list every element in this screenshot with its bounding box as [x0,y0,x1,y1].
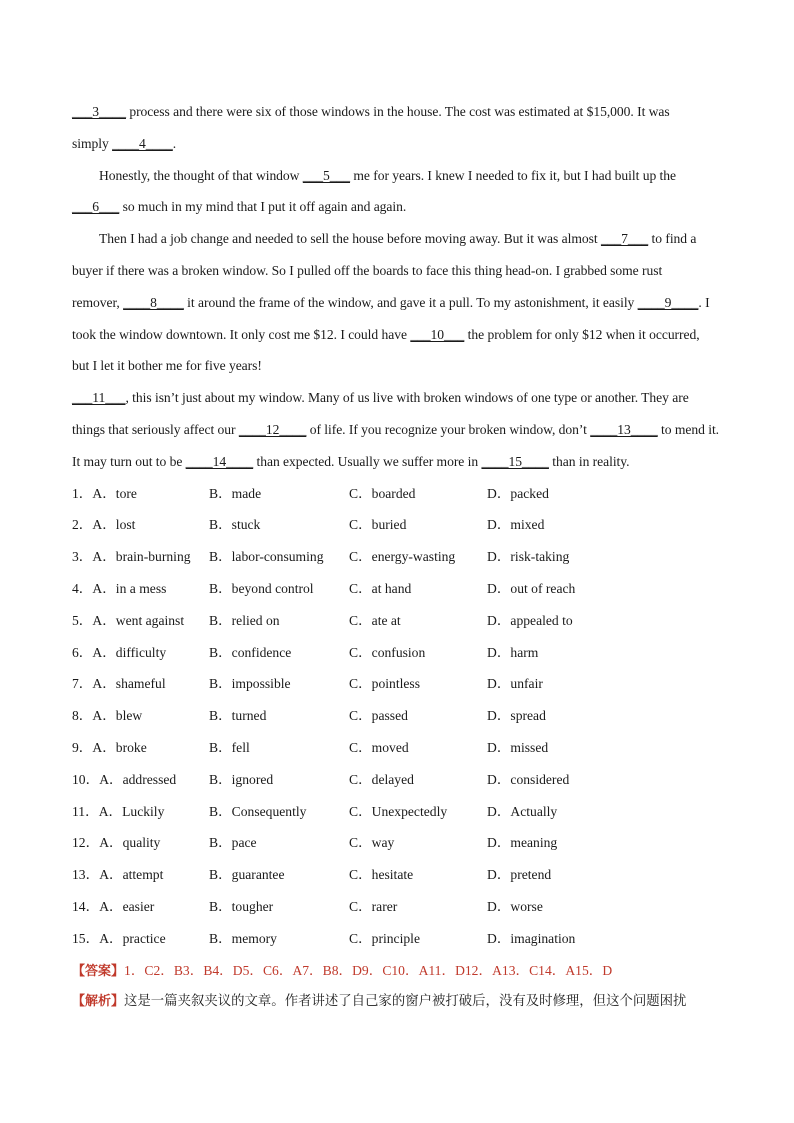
option-b: B．stuck [209,517,261,533]
option-d: D．Actually [487,803,558,819]
option-a: 10．A．addressed [72,771,177,787]
passage-text: simply [72,135,113,151]
option-c: C．at hand [349,580,412,596]
option-b: B．fell [209,739,250,755]
option-a: 8．A．blew [72,708,143,724]
option-b: B．pace [209,835,257,851]
option-b: B．beyond control [209,580,314,596]
passage-line [72,160,732,192]
option-d: D．mixed [487,517,545,533]
option-c: C．way [349,835,395,851]
question-row [72,637,732,669]
analysis [72,986,732,1018]
passage-line [72,319,732,351]
question-number: 10． [72,771,100,787]
passage-text: took the window downtown. It only cost me $12. I could have [72,326,411,342]
passage-text: . [172,135,177,151]
question-row [72,859,732,891]
option-b: B．guarantee [209,867,285,883]
option-c: C．confusion [349,644,426,660]
blank-15: ____15____ [481,453,549,469]
option-d: D．considered [487,771,570,787]
passage-text: it around the frame of the window, and gave it a pull. To my astonishment, it easily [183,294,638,310]
option-d: D．out of reach [487,580,576,596]
passage-text: so much in my mind that I put it off again and again. [119,199,407,215]
option-d: D．missed [487,739,549,755]
passage-line [72,382,732,414]
question-number: 1． [72,485,93,501]
document-page [72,96,732,1018]
blank-10: ___10___ [410,326,465,342]
question-row [72,541,732,573]
option-b: B．Consequently [209,803,307,819]
blank-8: ____8____ [123,294,184,310]
passage-text: than in reality. [548,453,630,469]
blank-11: ___11___ [72,390,126,406]
question-row [72,700,732,732]
option-b: B．confidence [209,644,292,660]
option-c: C．boarded [349,485,416,501]
passage-text: Honestly, the thought of that window [99,167,303,183]
blank-4: ____4____ [112,135,173,151]
passage-text: of life. If you recognize your broken window, don’t [306,421,591,437]
passage-text: but I let it bother me for five years! [72,358,262,374]
blank-7: ___7___ [600,231,649,247]
question-row [72,764,732,796]
analysis-label: 【解析】 [72,994,125,1010]
question-list [72,478,732,955]
option-c: C．energy-wasting [349,549,456,565]
option-b: B．impossible [209,676,291,692]
question-row [72,732,732,764]
passage-text: things that seriously affect our [72,421,239,437]
passage-text: remover, [72,294,124,310]
question-number: 4． [72,580,93,596]
question-number: 11． [72,803,99,819]
option-d: D．spread [487,708,546,724]
question-row [72,573,732,605]
option-a: 2．A．lost [72,517,136,533]
passage-text: than expected. Usually we suffer more in [253,453,482,469]
passage-text: the problem for only $12 when it occurred, [464,326,700,342]
answer-key [72,955,732,987]
passage-text: It may turn out to be [72,453,186,469]
passage-line [72,96,732,128]
blank-9: ____9____ [637,294,699,310]
option-a: 7．A．shameful [72,676,166,692]
question-row [72,796,732,828]
question-number: 13． [72,867,100,883]
passage-text: to mend it. [657,421,720,437]
option-c: C．delayed [349,771,414,787]
passage-line [72,191,732,223]
option-a: 1．A．tore [72,485,137,501]
option-d: D．packed [487,485,549,501]
blank-13: ____13____ [590,421,658,437]
option-c: C．ate at [349,612,401,628]
option-a: 9．A．broke [72,739,147,755]
passage-text: . I [698,294,710,310]
passage-line [72,223,732,255]
answer-label: 【答案】 [72,963,125,979]
passage-text: Then I had a job change and needed to sell the house before moving away. But it was almost [99,231,601,247]
option-a: 14．A．easier [72,898,155,914]
blank-12: ____12____ [238,421,307,437]
answer-text: 1．C2．B3．B4．D5．C6．A7．B8．D9．C10．A11．D12．A13．C14．A15．D [124,962,613,978]
passage-line [72,287,732,319]
option-c: C．hesitate [349,867,414,883]
question-number: 8． [72,708,93,724]
passage-text: me for years. I knew I needed to fix it, but I had built up the [350,167,677,183]
question-row [72,509,732,541]
question-number: 7． [72,676,93,692]
blank-5: ___5___ [302,167,351,183]
option-d: D．pretend [487,867,552,883]
option-a: 11．A．Luckily [72,803,165,819]
question-number: 2． [72,517,93,533]
option-d: D．worse [487,898,543,914]
option-c: C．pointless [349,676,420,692]
option-c: C．moved [349,739,409,755]
option-d: D．appealed to [487,612,573,628]
passage-line [72,255,732,287]
passage-line [72,128,732,160]
option-c: C．passed [349,708,408,724]
option-c: C．buried [349,517,407,533]
question-number: 3． [72,549,93,565]
blank-14: ____14____ [185,453,254,469]
option-b: B．labor-consuming [209,549,324,565]
option-d: D．harm [487,644,539,660]
option-a: 5．A．went against [72,612,185,628]
option-b: B．relied on [209,612,280,628]
passage-line [72,446,732,478]
option-c: C．rarer [349,898,398,914]
blank-6: ___6___ [72,199,120,215]
option-a: 3．A．brain-burning [72,549,191,565]
option-a: 12．A．quality [72,835,161,851]
option-d: D．unfair [487,676,543,692]
option-b: B．ignored [209,771,274,787]
question-row [72,668,732,700]
question-row [72,891,732,923]
option-b: B．turned [209,708,267,724]
question-row [72,605,732,637]
question-number: 12． [72,835,100,851]
passage-text: to find a [648,231,697,247]
option-c: C．Unexpectedly [349,803,448,819]
option-a: 4．A．in a mess [72,580,167,596]
option-a: 6．A．difficulty [72,644,167,660]
question-number: 14． [72,898,100,914]
passage-line [72,414,732,446]
question-row [72,827,732,859]
option-d: D．risk-taking [487,549,570,565]
option-c: C．principle [349,930,420,946]
option-a: 13．A．attempt [72,867,164,883]
question-number: 9． [72,739,93,755]
option-b: B．tougher [209,898,274,914]
passage-line [72,350,732,382]
question-number: 6． [72,644,93,660]
passage-text: , this isn’t just about my window. Many of us live with broken windows of one type or another. They are [125,390,689,406]
option-b: B．memory [209,930,277,946]
question-number: 15． [72,930,100,946]
option-a: 15．A．practice [72,930,166,946]
passage-text: buyer if there was a broken window. So I pulled off the boards to face this thing head-on. I grabbed some rust [72,262,663,278]
analysis-text: 这是一篇夹叙夹议的文章。作者讲述了自己家的窗户被打破后，没有及时修理，但这个问题困扰 [124,994,687,1010]
blank-3: ___3____ [72,104,126,119]
passage-text: process and there were six of those windows in the house. The cost was estimated at $15,000. It was [125,104,670,119]
option-b: B．made [209,485,262,501]
option-d: D．meaning [487,835,558,851]
option-d: D．imagination [487,930,576,946]
question-number: 5． [72,612,93,628]
question-row [72,478,732,510]
question-row [72,923,732,955]
